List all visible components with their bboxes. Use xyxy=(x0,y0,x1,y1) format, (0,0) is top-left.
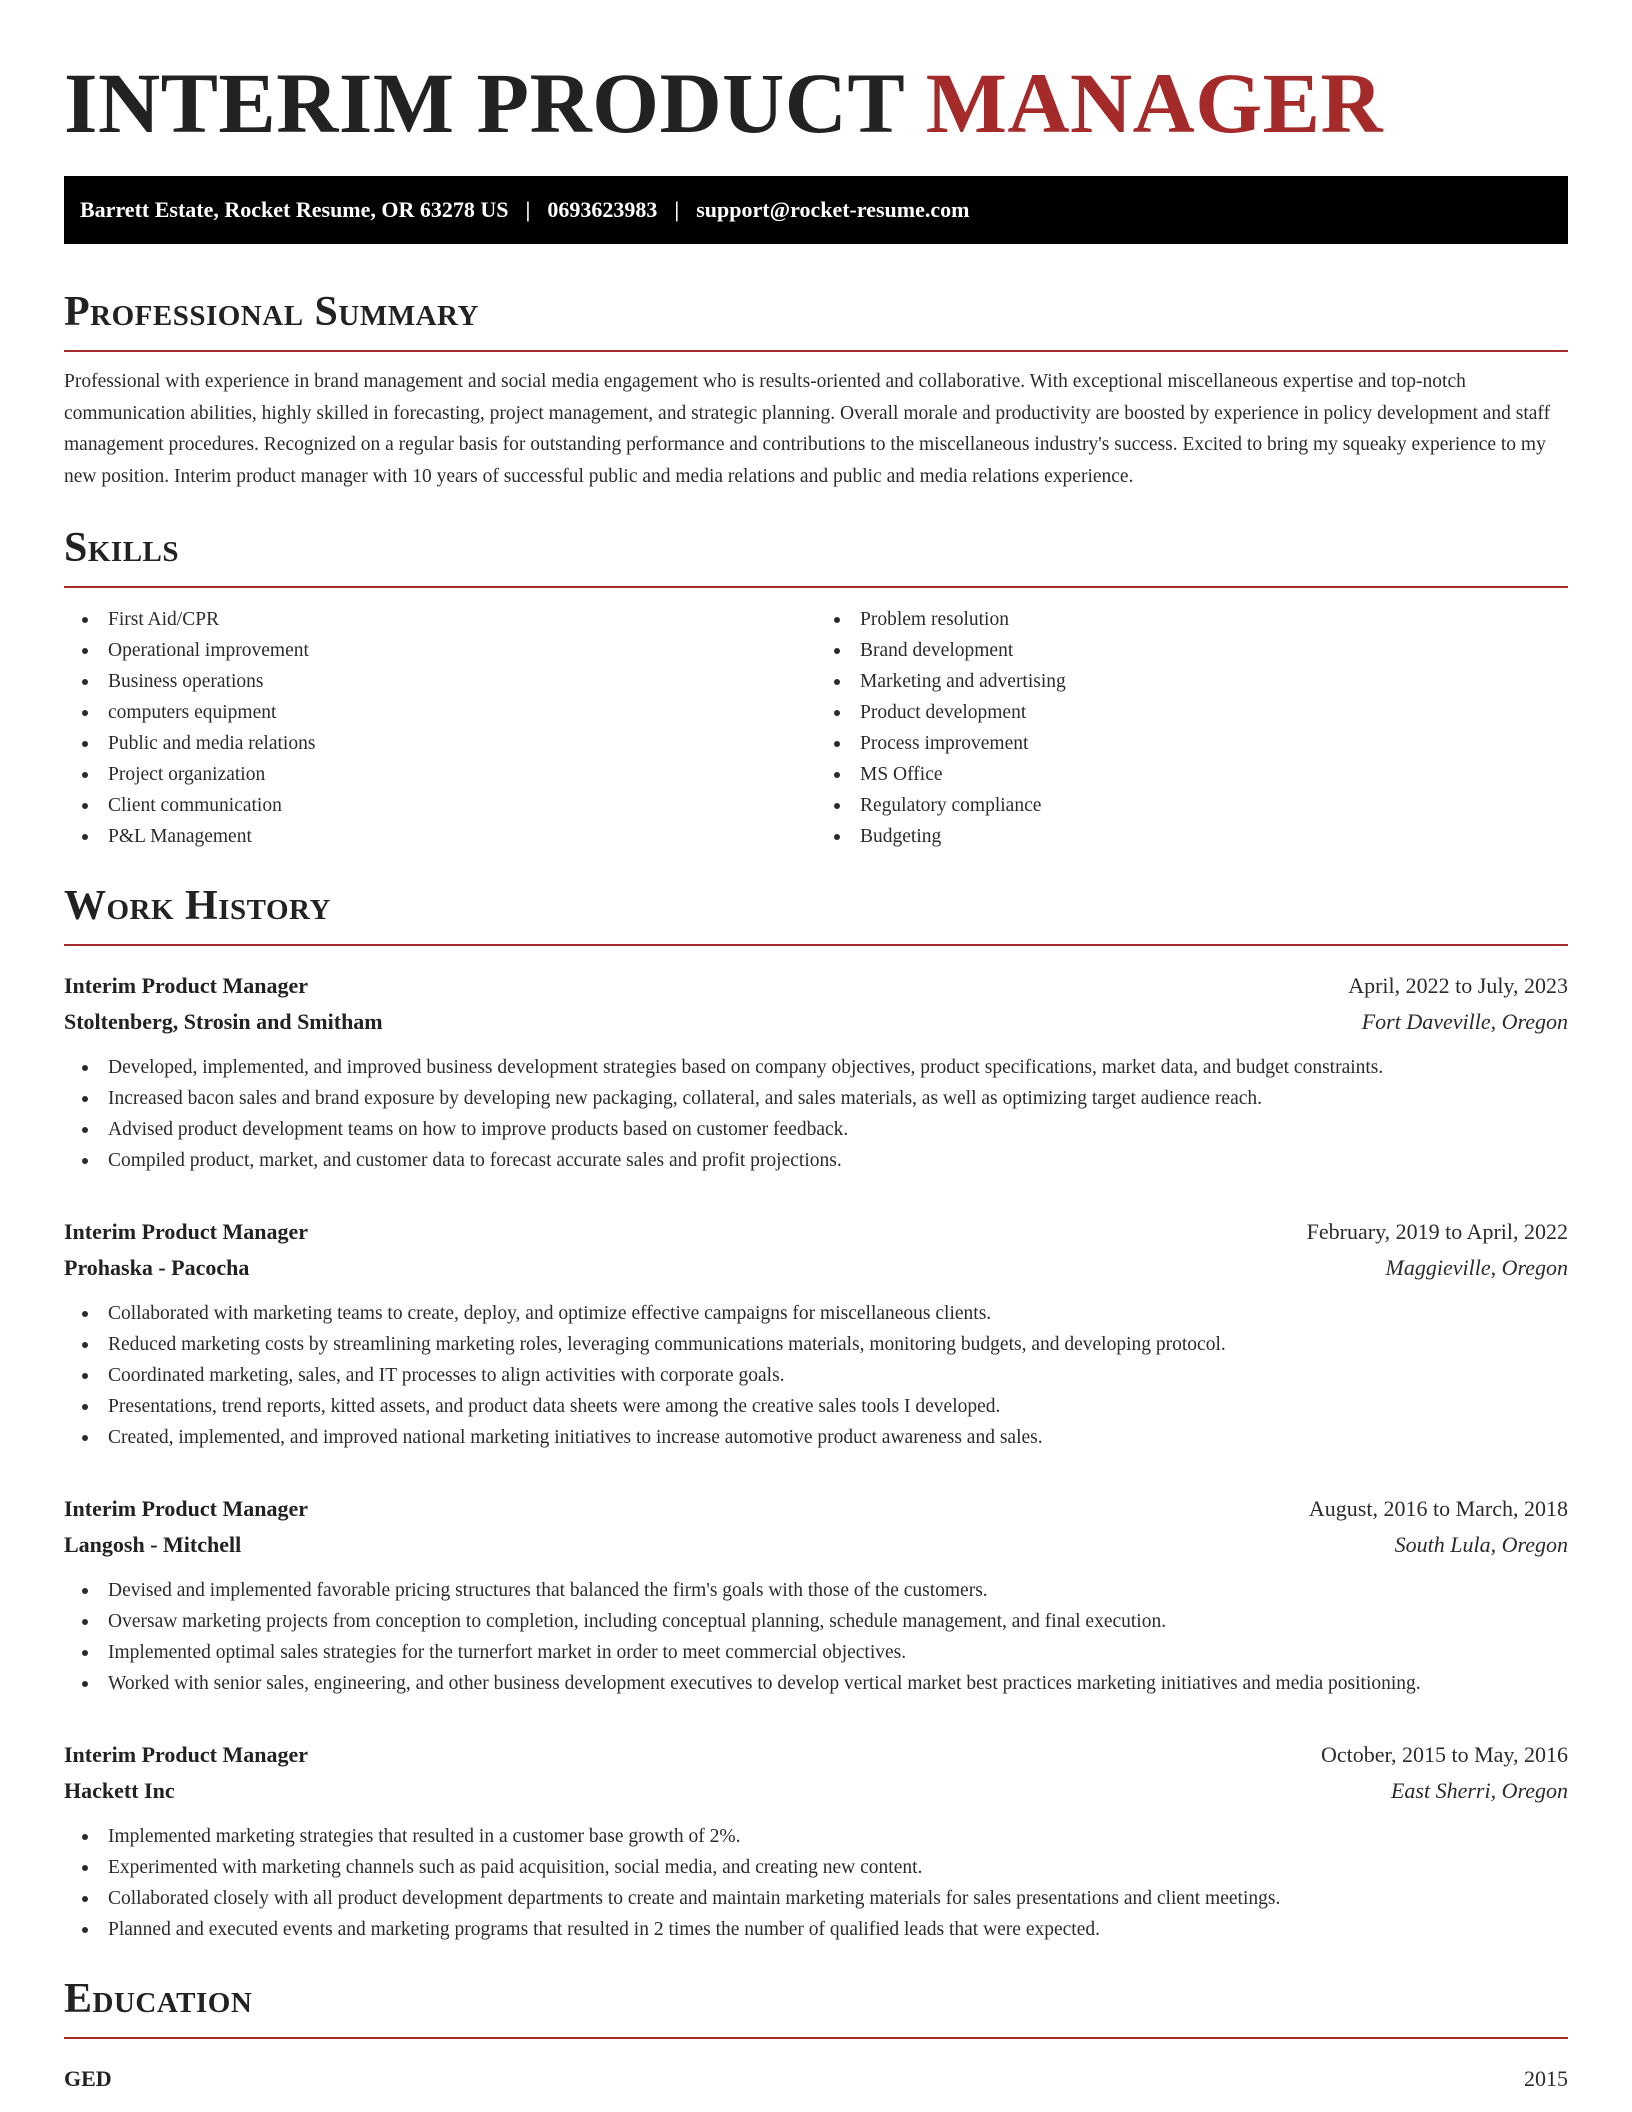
job-bullet: Implemented optimal sales strategies for the turnerfort market in order to meet commercial objectives. xyxy=(108,1637,1568,1668)
job-bullets xyxy=(64,1052,1568,1176)
skill-item: Brand development xyxy=(860,635,1568,666)
summary-title: Professional Summary xyxy=(64,289,479,335)
education-year: 2015 xyxy=(1524,2066,1568,2091)
skill-item: Operational improvement xyxy=(108,635,816,666)
education-section xyxy=(64,1975,1568,2097)
job-dates: February, 2019 to April, 2022 xyxy=(1306,1219,1568,1244)
skill-item: Budgeting xyxy=(860,821,1568,852)
job-bullet: Experimented with marketing channels such as paid acquisition, social media, and creating new content. xyxy=(108,1852,1568,1883)
job-entry xyxy=(64,1737,1568,1945)
job-bullet: Advised product development teams on how to improve products based on customer feedback. xyxy=(108,1114,1568,1145)
job-company: Hackett Inc xyxy=(64,1778,175,1803)
name-main: INTERIM PRODUCT xyxy=(64,55,926,151)
education-degree: GED xyxy=(64,2066,112,2091)
job-title: Interim Product Manager xyxy=(64,1219,308,1244)
skill-item: Public and media relations xyxy=(108,728,816,759)
skill-item: P&L Management xyxy=(108,821,816,852)
skill-item: Problem resolution xyxy=(860,604,1568,635)
skill-item: Project organization xyxy=(108,759,816,790)
job-location: Maggieville, Oregon xyxy=(1385,1255,1568,1280)
job-company: Stoltenberg, Strosin and Smitham xyxy=(64,1009,383,1034)
skill-item: computers equipment xyxy=(108,697,816,728)
education-entry xyxy=(64,2061,1568,2097)
section-divider xyxy=(64,944,1568,946)
job-bullets xyxy=(64,1298,1568,1453)
section-divider xyxy=(64,2037,1568,2039)
job-bullet: Presentations, trend reports, kitted assets, and product data sheets were among the creative sales tools I developed. xyxy=(108,1391,1568,1422)
name-accent: MANAGER xyxy=(925,55,1384,151)
skills-column-left xyxy=(64,604,816,852)
work-history-section xyxy=(64,882,1568,1945)
job-bullet: Compiled product, market, and customer data to forecast accurate sales and profit projections. xyxy=(108,1145,1568,1176)
job-location: South Lula, Oregon xyxy=(1394,1532,1568,1557)
skill-item: Regulatory compliance xyxy=(860,790,1568,821)
contact-separator: | xyxy=(525,197,531,222)
job-bullet: Planned and executed events and marketing programs that resulted in 2 times the number of qualified leads that were expected. xyxy=(108,1914,1568,1945)
skills-grid xyxy=(64,604,1568,852)
job-bullet: Created, implemented, and improved national marketing initiatives to increase automotive product awareness and sales. xyxy=(108,1422,1568,1453)
skills-column-right xyxy=(816,604,1568,852)
job-title: Interim Product Manager xyxy=(64,1496,308,1521)
skill-item: Product development xyxy=(860,697,1568,728)
job-bullet: Collaborated closely with all product development departments to create and maintain marketing materials for sales presentations and client meetings. xyxy=(108,1883,1568,1914)
job-dates: August, 2016 to March, 2018 xyxy=(1308,1496,1568,1521)
job-bullets xyxy=(64,1575,1568,1699)
contact-email: support@rocket-resume.com xyxy=(696,197,970,222)
resume-name-heading xyxy=(64,0,1568,158)
contact-address: Barrett Estate, Rocket Resume, OR 63278 US xyxy=(80,197,509,222)
job-dates: October, 2015 to May, 2016 xyxy=(1321,1742,1568,1767)
contact-separator: | xyxy=(674,197,680,222)
skill-item: First Aid/CPR xyxy=(108,604,816,635)
education-title: Education xyxy=(64,1976,253,2022)
job-bullet: Worked with senior sales, engineering, and other business development executives to develop vertical market best practices marketing initiatives and media positioning. xyxy=(108,1668,1568,1699)
skills-title: Skills xyxy=(64,525,180,571)
job-bullet: Oversaw marketing projects from conception to completion, including conceptual planning, schedule management, and final execution. xyxy=(108,1606,1568,1637)
job-bullet: Devised and implemented favorable pricing structures that balanced the firm's goals with those of the customers. xyxy=(108,1575,1568,1606)
job-dates: April, 2022 to July, 2023 xyxy=(1348,973,1568,998)
job-bullet: Reduced marketing costs by streamlining marketing roles, leveraging communications materials, monitoring budgets, and developing protocol. xyxy=(108,1329,1568,1360)
summary-text: Professional with experience in brand management and social media engagement who is results-oriented and collaborative. With exceptional miscellaneous expertise and top-notch communication abilities, highly skilled in forecasting, project management, and strategic planning. Overall morale and productivity are boosted by experience in policy development and staff management procedures. Recognized on a regular basis for outstanding performance and contributions to the miscellaneous industry's success. Excited to bring my squeaky experience to my new position. Interim product manager with 10 years of successful public and media relations and public and media relations experience. xyxy=(64,371,1551,487)
job-company: Langosh - Mitchell xyxy=(64,1532,242,1557)
skill-item: Process improvement xyxy=(860,728,1568,759)
section-divider xyxy=(64,586,1568,588)
work-history-title: Work History xyxy=(64,883,331,929)
skills-section xyxy=(64,524,1568,852)
job-entry xyxy=(64,968,1568,1176)
job-location: Fort Daveville, Oregon xyxy=(1361,1009,1568,1034)
section-divider xyxy=(64,350,1568,352)
skill-item: Business operations xyxy=(108,666,816,697)
skill-item: Marketing and advertising xyxy=(860,666,1568,697)
job-entry xyxy=(64,1214,1568,1453)
job-bullet: Increased bacon sales and brand exposure by developing new packaging, collateral, and sales materials, as well as optimizing target audience reach. xyxy=(108,1083,1568,1114)
job-bullets xyxy=(64,1821,1568,1945)
job-bullet: Coordinated marketing, sales, and IT processes to align activities with corporate goals. xyxy=(108,1360,1568,1391)
job-bullet: Collaborated with marketing teams to create, deploy, and optimize effective campaigns for miscellaneous clients. xyxy=(108,1298,1568,1329)
contact-phone: 0693623983 xyxy=(547,197,658,222)
job-bullet: Developed, implemented, and improved business development strategies based on company objectives, product specifications, market data, and budget constraints. xyxy=(108,1052,1568,1083)
job-bullet: Implemented marketing strategies that resulted in a customer base growth of 2%. xyxy=(108,1821,1568,1852)
skill-item: Client communication xyxy=(108,790,816,821)
job-title: Interim Product Manager xyxy=(64,973,308,998)
job-company: Prohaska - Pacocha xyxy=(64,1255,250,1280)
job-title: Interim Product Manager xyxy=(64,1742,308,1767)
job-entry xyxy=(64,1491,1568,1699)
contact-bar xyxy=(64,176,1568,244)
summary-section xyxy=(64,288,1568,492)
job-location: East Sherri, Oregon xyxy=(1390,1778,1568,1803)
skill-item: MS Office xyxy=(860,759,1568,790)
